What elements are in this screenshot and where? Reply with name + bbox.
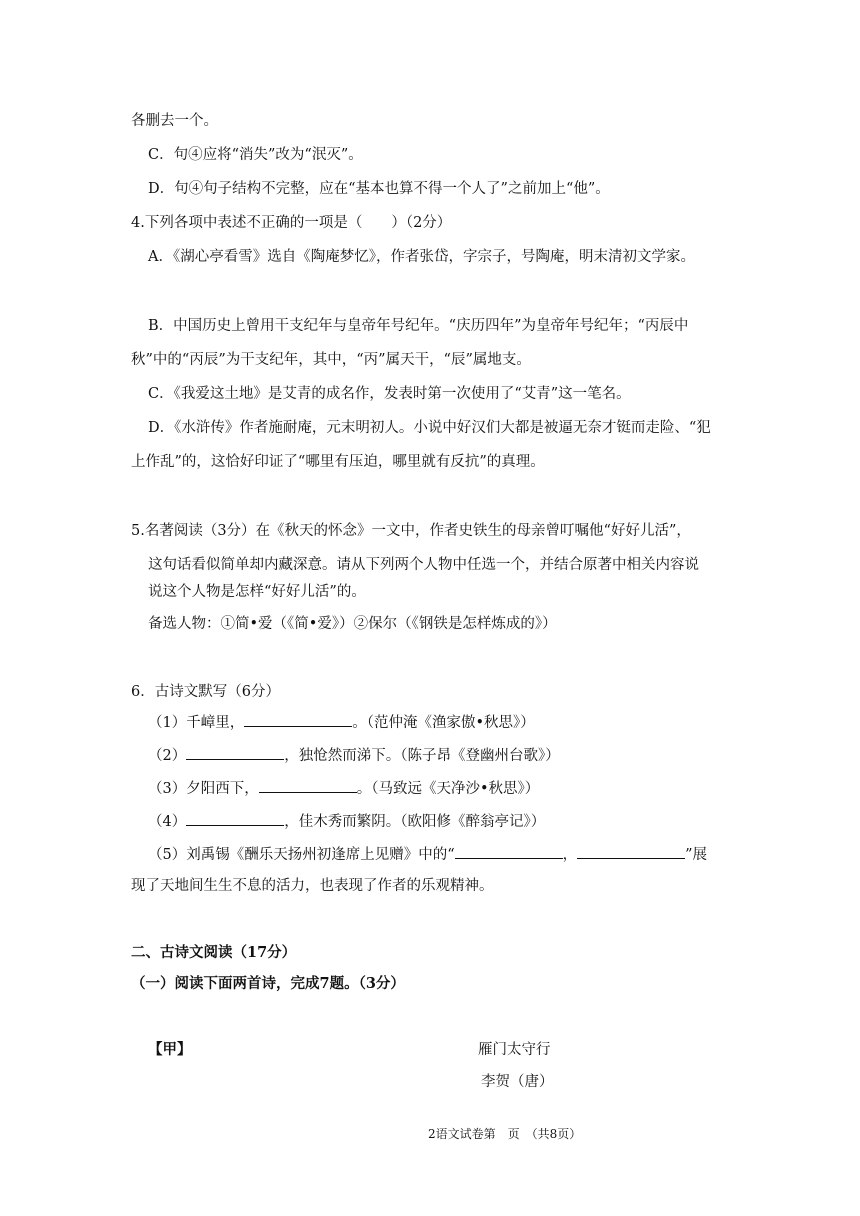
- answer-blank[interactable]: [259, 778, 357, 793]
- item-1-text: （1）千嶂里，: [148, 715, 245, 731]
- item-5-comma: ，: [562, 847, 578, 863]
- poem-label-jia: 【甲】: [148, 1041, 192, 1058]
- item-4-source: ，佳木秀而繁阴。（欧阳修《醉翁亭记》）: [284, 814, 546, 830]
- section-2-subheading: （一）阅读下面两首诗，完成7题。（3分）: [131, 975, 405, 992]
- question-5-candidates: 备选人物：①简•爱（《简•爱》）②保尔（《钢铁是怎样炼成的》）: [148, 616, 557, 632]
- page-footer: 2语文试卷第 页 （共8页）: [428, 1127, 582, 1141]
- question-5-line-2: 这句话看似简单却内藏深意。请从下列两个人物中任选一个，并结合原著中相关内容说: [148, 557, 699, 573]
- poem-title: 雁门太守行: [478, 1042, 551, 1058]
- question-5: 5.名著阅读（3分）在《秋天的怀念》一文中，作者史铁生的母亲曾叮嘱他“好好儿活”，: [131, 523, 691, 539]
- question-6-item-1: [148, 712, 535, 733]
- question-6-item-3: [148, 778, 539, 799]
- question-6-item-5: [148, 844, 707, 865]
- item-1-source: 。（范仲淹《渔家傲•秋思》）: [352, 715, 535, 731]
- item-2-source: ，独怆然而涕下。（陈子昂《登幽州台歌》）: [284, 748, 560, 764]
- text-line: 各删去一个。: [131, 113, 218, 129]
- question-4-option-d-cont: 上作乱”的，这恰好印证了“哪里有压迫，哪里就有反抗”的真理。: [131, 454, 545, 470]
- section-2-heading: 二、古诗文阅读（17分）: [131, 944, 297, 961]
- option-c: C．句④应将“消失”改为“泯灭”。: [148, 147, 363, 163]
- question-6-item-5-cont: 现了天地间生生不息的活力，也表现了作者的乐观精神。: [131, 878, 494, 894]
- answer-blank[interactable]: [577, 844, 685, 859]
- option-d: D．句④句子结构不完整，应在“基本也算不得一个人了”之前加上“他”。: [148, 181, 610, 197]
- question-4-option-a: A．《湖心亭看雪》选自《陶庵梦忆》，作者张岱，字宗子，号陶庵，明末清初文学家。: [148, 249, 695, 265]
- answer-blank[interactable]: [186, 745, 284, 760]
- item-4-text: （4）: [148, 814, 187, 830]
- question-6-item-2: [148, 745, 560, 766]
- question-4: 4.下列各项中表述不正确的一项是（ ）（2分）: [131, 215, 452, 231]
- question-4-option-d: D．《水浒传》作者施耐庵，元末明初人。小说中好汉们大都是被逼无奈才铤而走险、“犯: [148, 420, 711, 436]
- answer-blank[interactable]: [186, 811, 284, 826]
- answer-blank[interactable]: [244, 712, 352, 727]
- item-5-text: （5）刘禹锡《酬乐天扬州初逢席上见赠》中的“: [148, 847, 455, 863]
- item-5-end: ”展: [685, 847, 708, 863]
- question-6: 6．古诗文默写（6分）: [131, 684, 280, 700]
- question-4-option-c: C．《我爱这土地》是艾青的成名作，发表时第一次使用了“艾青”这一笔名。: [148, 386, 631, 402]
- question-4-option-b-cont: 秋”中的“丙辰”为干支纪年，其中，“丙”属天干，“辰”属地支。: [131, 352, 531, 368]
- question-5-line-3: 说这个人物是怎样“好好儿活”的。: [148, 584, 366, 600]
- question-6-item-4: [148, 811, 545, 832]
- item-3-text: （3）夕阳西下，: [148, 781, 259, 797]
- item-2-text: （2）: [148, 748, 187, 764]
- answer-blank[interactable]: [455, 844, 563, 859]
- poem-author: 李贺（唐）: [481, 1074, 554, 1090]
- question-4-option-b: B．中国历史上曾用干支纪年与皇帝年号纪年。“庆历四年”为皇帝年号纪年；“丙辰中: [148, 318, 689, 334]
- item-3-source: 。（马致远《天净沙•秋思》）: [356, 781, 540, 797]
